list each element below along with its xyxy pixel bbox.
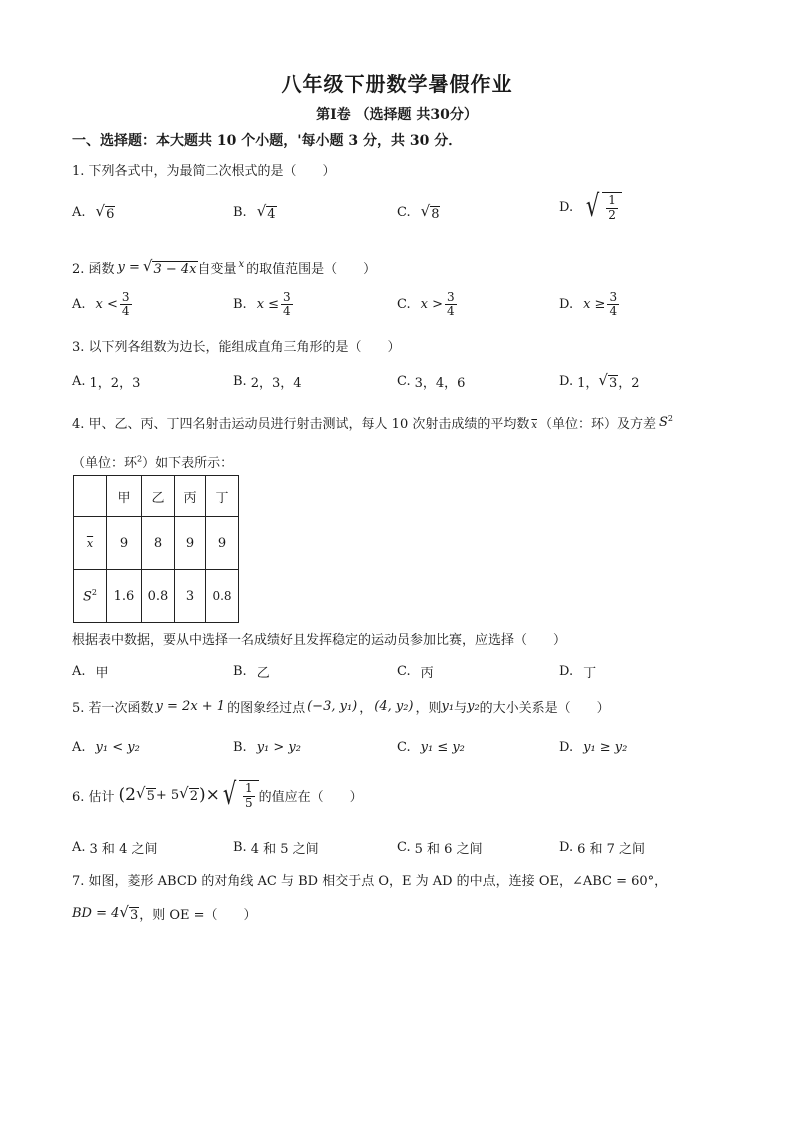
q2-option-b[interactable]: B. x ≤ $\frac{3}{4}$ bbox=[233, 290, 291, 319]
option-letter: D. bbox=[559, 199, 574, 215]
q5-option-b[interactable]: B. y₁ > y₂ bbox=[233, 740, 301, 755]
table-row-variance: $S^2$ 1.6 0.8 3 0.8 bbox=[74, 570, 239, 623]
q5-option-d[interactable]: D. y₁ ≥ y₂ bbox=[559, 740, 628, 755]
q3-option-b[interactable]: B. 2，3，4 bbox=[233, 374, 302, 391]
question-3-stem: 3. 以下列各组数为边长，能组成直角三角形的是（ ） bbox=[72, 340, 401, 355]
sqrt-expression: √ 6 bbox=[95, 202, 115, 222]
option-letter: A. bbox=[72, 205, 86, 221]
question-4-unit-line: （单位：环$^2$）如下表所示： bbox=[72, 454, 234, 471]
question-6-stem: 6. 估计 (2 √ 5 + 5 √ 2 )× √ $\frac{1}{5}$ 的值应在（ ） bbox=[72, 777, 363, 812]
sqrt-expression: √ 8 bbox=[420, 202, 440, 222]
score-table bbox=[73, 475, 239, 623]
q3-option-a[interactable]: A. 1，2，3 bbox=[72, 374, 141, 391]
question-5-stem: 5. 若一次函数 y = 2x + 1 的图象经过点 (−3, y₁) ， (4, y₂) ，则 y₁ 与 y₂ 的大小关系是（ ） bbox=[72, 699, 610, 716]
q2-option-d[interactable]: D. x ≥ $\frac{3}{4}$ bbox=[559, 290, 618, 319]
q2-option-c[interactable]: C. x > $\frac{3}{4}$ bbox=[397, 290, 455, 319]
q1-option-d[interactable] bbox=[559, 189, 622, 224]
question-7-stem: 7. 如图，菱形 ABCD 的对角线 AC 与 BD 相交于点 O，E 为 AD 的中点，连接 OE，∠ABC = 60°， bbox=[72, 874, 668, 889]
q3-option-c[interactable]: C. 3，4，6 bbox=[397, 374, 466, 391]
page-title: 八年级下册数学暑假作业 bbox=[281, 72, 513, 96]
q1-option-a[interactable] bbox=[72, 204, 115, 222]
q5-option-a[interactable]: A. y₁ < y₂ bbox=[72, 740, 140, 755]
q3-option-d[interactable]: D. 1， √ 3 ，2 bbox=[559, 370, 640, 391]
option-letter: B. bbox=[233, 205, 247, 221]
q4-option-c[interactable]: C. 丙 bbox=[397, 664, 434, 681]
question-2-stem: 2. 函数 y = √ 3 − 4x 自变量 x 的取值范围是（ ） bbox=[72, 256, 377, 277]
option-letter: C. bbox=[397, 205, 411, 221]
q1-option-c[interactable] bbox=[397, 204, 440, 222]
q2-option-a[interactable]: A. x < $\frac{3}{4}$ bbox=[72, 290, 130, 319]
q6-option-d[interactable]: D. 6 和 7 之间 bbox=[559, 840, 646, 857]
question-7-stem-line2: BD = 4 √ 3 ，则 OE =（ ） bbox=[72, 902, 257, 923]
q6-option-a[interactable]: A. 3 和 4 之间 bbox=[72, 840, 158, 857]
question-4-stem: 4. 甲、乙、丙、丁四名射击运动员进行射击测试，每人 10 次射击成绩的平均数 $\overline{x}$ （单位：环）及方差 S $^2$ bbox=[72, 414, 673, 432]
table-row-mean: $\overline{x}$ 9 8 9 9 bbox=[74, 517, 239, 570]
q1-option-b[interactable] bbox=[233, 204, 277, 222]
question-4-followup: 根据表中数据，要从中选择一名成绩好且发挥稳定的运动员参加比赛，应选择（ ） bbox=[72, 633, 567, 648]
table-header-row: 甲 乙 丙 丁 bbox=[74, 476, 239, 517]
section-heading: 一、选择题：本大题共 10 个小题，'每小题 3 分，共 30 分． bbox=[72, 133, 463, 149]
q4-option-a[interactable]: A. 甲 bbox=[72, 664, 109, 681]
q5-option-c[interactable]: C. y₁ ≤ y₂ bbox=[397, 740, 465, 755]
question-1-stem: 1. 下列各式中，为最简二次根式的是（ ） bbox=[72, 164, 336, 179]
q6-option-c[interactable]: C. 5 和 6 之间 bbox=[397, 840, 483, 857]
sqrt-fraction: √ $\frac{1}{2}$ bbox=[583, 192, 622, 222]
q4-option-b[interactable]: B. 乙 bbox=[233, 664, 270, 681]
sqrt-expression: √ 4 bbox=[256, 202, 276, 222]
q4-option-d[interactable]: D. 丁 bbox=[559, 664, 597, 681]
part-heading: 第Ⅰ卷 （选择题 共30分） bbox=[316, 107, 478, 123]
q6-option-b[interactable]: B. 4 和 5 之间 bbox=[233, 840, 319, 857]
